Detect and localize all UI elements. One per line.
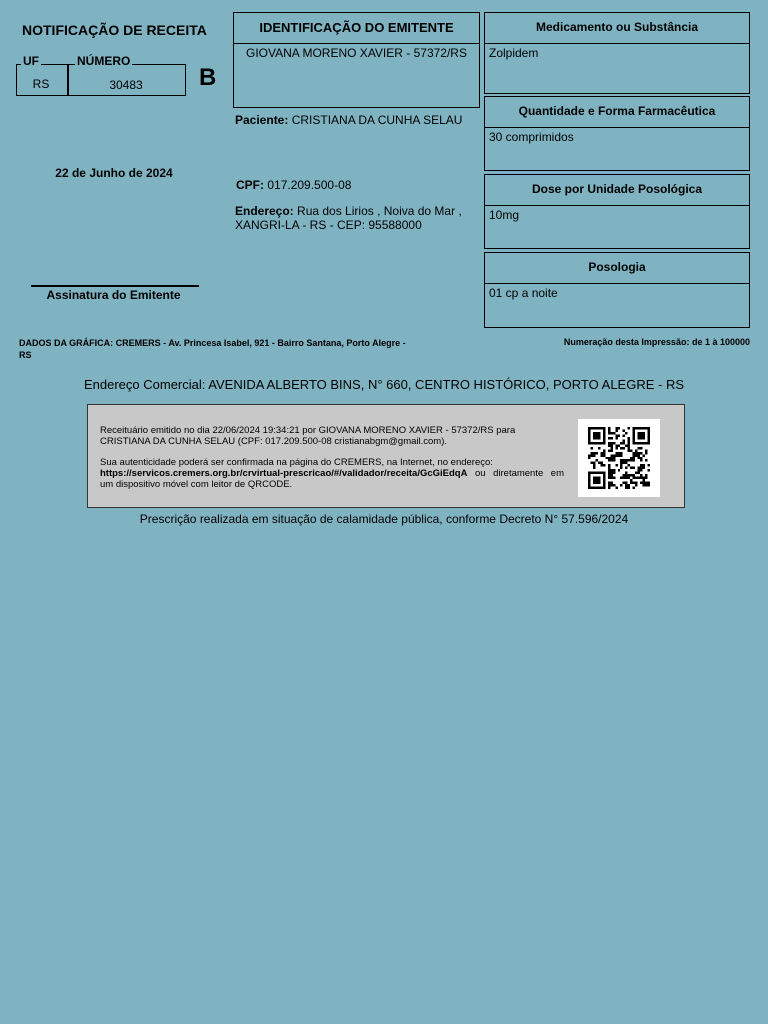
endereco-comercial: Endereço Comercial: AVENIDA ALBERTO BINS, N° 660, CENTRO HISTÓRICO, PORTO ALEGRE - RS [83,377,685,392]
address-label: Endereço: [235,204,294,218]
uf-label: UF [23,54,39,68]
medicamento-value: Zolpidem [489,46,539,60]
validation-line2: Sua autenticidade poderá ser confirmada na página do CREMERS, na Internet, no endereço: [100,457,493,468]
quantidade-heading: Quantidade e Forma Farmacêutica [485,97,749,128]
validation-panel [87,404,685,508]
quantidade-value: 30 comprimidos [489,130,574,144]
prescription-date: 22 de Junho de 2024 [55,166,173,180]
dose-value: 10mg [489,208,520,222]
patient-address [235,204,475,232]
address-value: Rua dos Lirios , Noiva do Mar , XANGRI-LA - RS - CEP: 95588000 [235,204,462,232]
cpf-label: CPF: [236,178,264,192]
emitente-box [233,12,480,108]
emitente-name: GIOVANA MORENO XAVIER - 57372/RS [246,46,467,60]
posologia-box [484,252,750,328]
signature-line [31,285,199,287]
medicamento-heading: Medicamento ou Substância [485,13,749,44]
dose-heading: Dose por Unidade Posológica [485,175,749,206]
numero-label: NÚMERO [77,54,131,68]
validation-text [100,425,564,490]
decreto-notice: Prescrição realizada em situação de calamidade pública, conforme Decreto N° 57.596/2024 [139,512,629,526]
patient-info [235,114,475,127]
uf-value: RS [32,77,50,91]
validation-url[interactable]: https://servicos.cremers.org.br/crvirtual-prescricao/#/validador/receita/GcGiEdqA [100,468,468,479]
signature-label: Assinatura do Emitente [46,288,181,302]
quantidade-box [484,96,750,171]
validation-line1: Receituário emitido no dia 22/06/2024 19:34:21 por GIOVANA MORENO XAVIER - 57372/RS para CRISTIANA DA CUNHA SELAU (CPF: 017.209.500-08 cristianabgm@gmail.com). [100,425,516,447]
patient-name: CRISTIANA DA CUNHA SELAU [291,113,463,127]
posologia-heading: Posologia [485,253,749,284]
patient-cpf [236,178,351,192]
patient-label: Paciente: [235,113,289,127]
document-title: NOTIFICAÇÃO DE RECEITA [22,22,207,38]
cpf-value: 017.209.500-08 [267,178,352,192]
dose-box [484,174,750,249]
posologia-value: 01 cp a noite [489,286,558,300]
receita-type: B [199,64,217,91]
numero-value: 30483 [109,78,143,92]
grafica-info: DADOS DA GRÁFICA: CREMERS - Av. Princesa Isabel, 921 - Bairro Santana, Porto Alegre - RS [19,338,406,360]
medicamento-box [484,12,750,94]
validation-line3: ou diretamente em um dispositivo móvel com leitor de QRCODE. [100,468,564,490]
emitente-heading: IDENTIFICAÇÃO DO EMITENTE [234,13,479,44]
qr-code-icon[interactable] [578,419,660,497]
numeracao-info: Numeração desta Impressão: de 1 à 100000 [563,337,750,347]
